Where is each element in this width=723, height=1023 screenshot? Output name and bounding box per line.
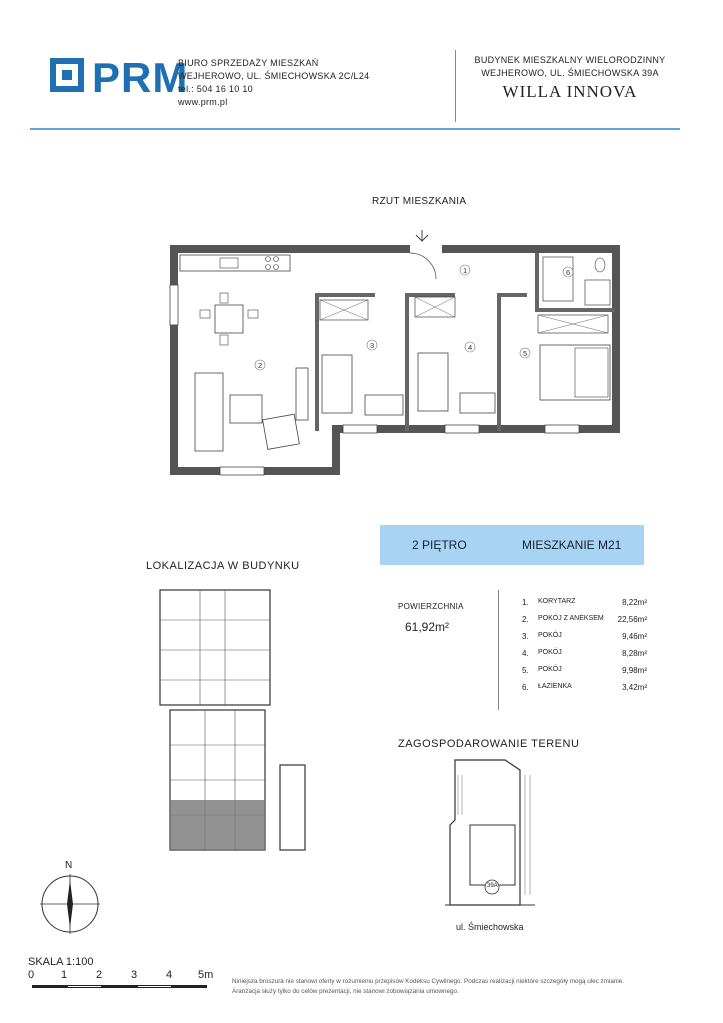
plan-room-2: 2 <box>258 361 263 370</box>
site-title: ZAGOSPODAROWANIE TERENU <box>398 738 580 750</box>
compass-icon <box>38 872 102 936</box>
plan-room-6: 6 <box>566 268 571 277</box>
room-no: 5. <box>522 666 529 675</box>
plan-title: RZUT MIESZKANIA <box>372 196 467 207</box>
site-street-label: ul. Śmiechowska <box>456 922 524 932</box>
scale-tick: 3 <box>131 969 138 981</box>
room-no: 6. <box>522 683 529 692</box>
room-name: POKÓJ <box>538 649 562 656</box>
logo-inner-square <box>62 70 72 80</box>
room-no: 1. <box>522 598 529 607</box>
room-area: 8,28m² <box>622 649 647 658</box>
scale-tick: 0 <box>28 969 35 981</box>
room-area: 22,56m² <box>617 615 647 624</box>
office-line2: WEJHEROWO, UL. ŚMIECHOWSKA 2C/L24 <box>178 71 370 81</box>
room-name: POKÓJ <box>538 666 562 673</box>
building-address: WEJHEROWO, UL. ŚMIECHOWSKA 39A <box>481 68 659 78</box>
logo-text: PRM <box>92 54 189 101</box>
plan-room-4: 4 <box>468 343 473 352</box>
room-name: POKÓJ <box>538 632 562 639</box>
room-no: 4. <box>522 649 529 658</box>
plan-room-5: 5 <box>523 349 528 358</box>
scale-title: SKALA 1:100 <box>28 956 94 968</box>
scale-tick: 5m <box>198 969 214 981</box>
location-title: LOKALIZACJA W BUDYNKU <box>146 560 300 572</box>
office-phone: tel.: 504 16 10 10 <box>178 84 253 94</box>
header-rule <box>30 128 680 130</box>
floor-label: 2 PIĘTRO <box>412 538 467 552</box>
header-separator <box>455 50 456 122</box>
unit-banner <box>380 525 644 565</box>
room-row <box>522 632 647 649</box>
area-label: POWIERZCHNIA <box>398 602 464 611</box>
scale-tick: 1 <box>61 969 68 981</box>
area-value: 61,92m² <box>405 620 450 634</box>
floor-plan <box>160 225 630 510</box>
room-list <box>522 598 647 700</box>
room-row <box>522 683 647 700</box>
plan-room-1: 1 <box>463 266 468 275</box>
room-row <box>522 666 647 683</box>
site-plan-map <box>440 755 550 920</box>
compass-north: N <box>65 860 73 871</box>
room-area: 9,46m² <box>622 632 647 641</box>
building-name: WILLA INNOVA <box>502 82 638 101</box>
room-area: 8,22m² <box>622 598 647 607</box>
room-name: ŁAZIENKA <box>538 683 572 690</box>
room-name: KORYTARZ <box>538 598 576 605</box>
plan-room-3: 3 <box>370 341 375 350</box>
building-location-map <box>150 585 310 855</box>
site-building-label: 39A <box>487 883 498 889</box>
room-no: 2. <box>522 615 529 624</box>
unit-label: MIESZKANIE M21 <box>522 538 622 552</box>
room-name: POKÓJ Z ANEKSEM <box>538 615 604 622</box>
room-row <box>522 615 647 632</box>
room-area: 3,42m² <box>622 683 647 692</box>
office-line1: BIURO SPRZEDAŻY MIESZKAŃ <box>178 58 319 68</box>
scale-tick: 2 <box>96 969 103 981</box>
disclaimer-line1: Niniejsza broszura nie stanowi oferty w rozumieniu przepisów Kodeksu Cywilnego. Podczas realizacji niektóre szczegóły mogą ulec zmianie. <box>232 978 624 985</box>
building-type: BUDYNEK MIESZKALNY WIELORODZINNY <box>474 55 666 65</box>
room-row <box>522 649 647 666</box>
room-area: 9,98m² <box>622 666 647 675</box>
office-website[interactable]: www.prm.pl <box>178 97 228 107</box>
room-no: 3. <box>522 632 529 641</box>
disclaimer-line2: Aranżacja służy tylko do celów prezentacji, nie stanowi zobowiązania umownego. <box>232 988 459 995</box>
scale-tick: 4 <box>166 969 173 981</box>
room-row <box>522 598 647 615</box>
legend-divider <box>498 590 499 710</box>
